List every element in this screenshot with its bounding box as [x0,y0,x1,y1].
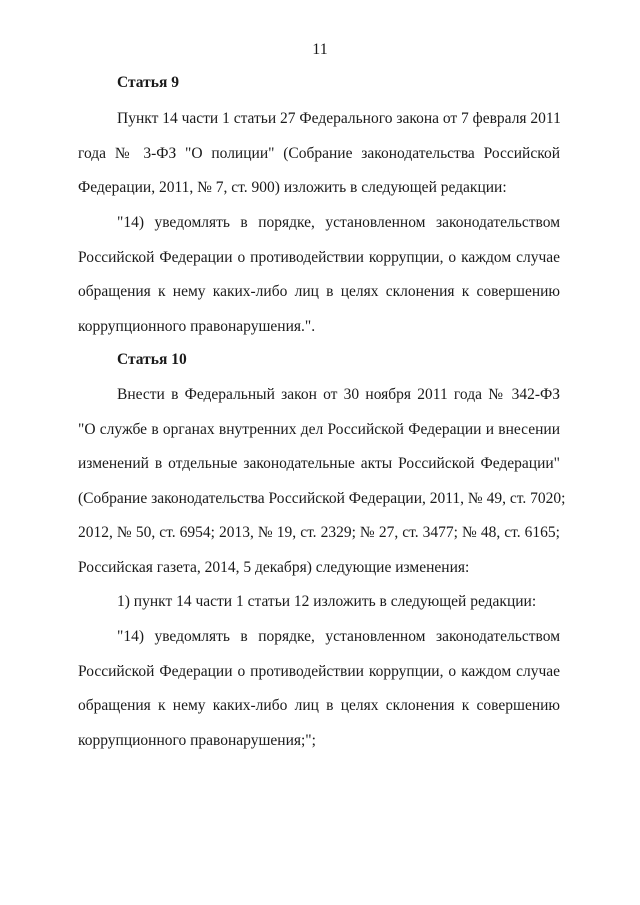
article-9-p1-line-2: года № 3-ФЗ "О полиции" (Собрание законодательства Российской [78,144,560,162]
article-9-heading: Статья 9 [117,74,179,91]
article-9-p1-line-1: Пункт 14 части 1 статьи 27 Федерального закона от 7 февраля 2011 [117,110,561,127]
article-10-p1-line-4: (Собрание законодательства Российской Федерации, 2011, № 49, ст. 7020; [78,489,566,507]
article-10-p1-line-3: изменений в отдельные законодательные акты Российской Федерации" [78,455,560,472]
article-10-p1-line-1: Внести в Федеральный закон от 30 ноября 2011 года № 342-ФЗ [117,386,560,403]
article-10-p1-line-5: 2012, № 50, ст. 6954; 2013, № 19, ст. 2329; № 27, ст. 3477; № 48, ст. 6165; [78,524,560,541]
article-9-p2-line-1: "14) уведомлять в порядке, установленном законодательством [117,214,560,231]
article-10-p3-line-2: Российской Федерации о противодействии коррупции, о каждом случае [78,662,560,680]
article-9-p2-line-3: обращения к нему каких-либо лиц в целях склонения к совершению [78,283,560,300]
article-9-paragraph-1 [78,102,560,206]
article-10-paragraph-2 [78,585,560,620]
article-10-p2-line-1: 1) пункт 14 части 1 статьи 12 изложить в следующей редакции: [117,593,537,610]
article-10-p3-line-1: "14) уведомлять в порядке, установленном законодательством [117,628,560,645]
article-9-p2-line-4: коррупционного правонарушения.". [78,317,316,335]
article-10-p3-line-4: коррупционного правонарушения;"; [78,731,316,749]
article-10-p3-line-3: обращения к нему каких-либо лиц в целях склонения к совершению [78,697,560,714]
article-9-p2-line-2: Российской Федерации о противодействии коррупции, о каждом случае [78,248,560,266]
article-10-p1-line-6: Российская газета, 2014, 5 декабря) следующие изменения: [78,558,470,576]
article-10-heading: Статья 10 [117,351,187,368]
article-10-paragraph-1 [78,378,566,585]
article-10-p1-line-2: "О службе в органах внутренних дел Российской Федерации и внесении [78,420,560,438]
page-number: 11 [312,41,328,58]
article-10-paragraph-3 [78,620,560,758]
article-9-p1-line-3: Федерации, 2011, № 7, ст. 900) изложить в следующей редакции: [78,179,507,196]
article-9-paragraph-2 [78,206,560,344]
